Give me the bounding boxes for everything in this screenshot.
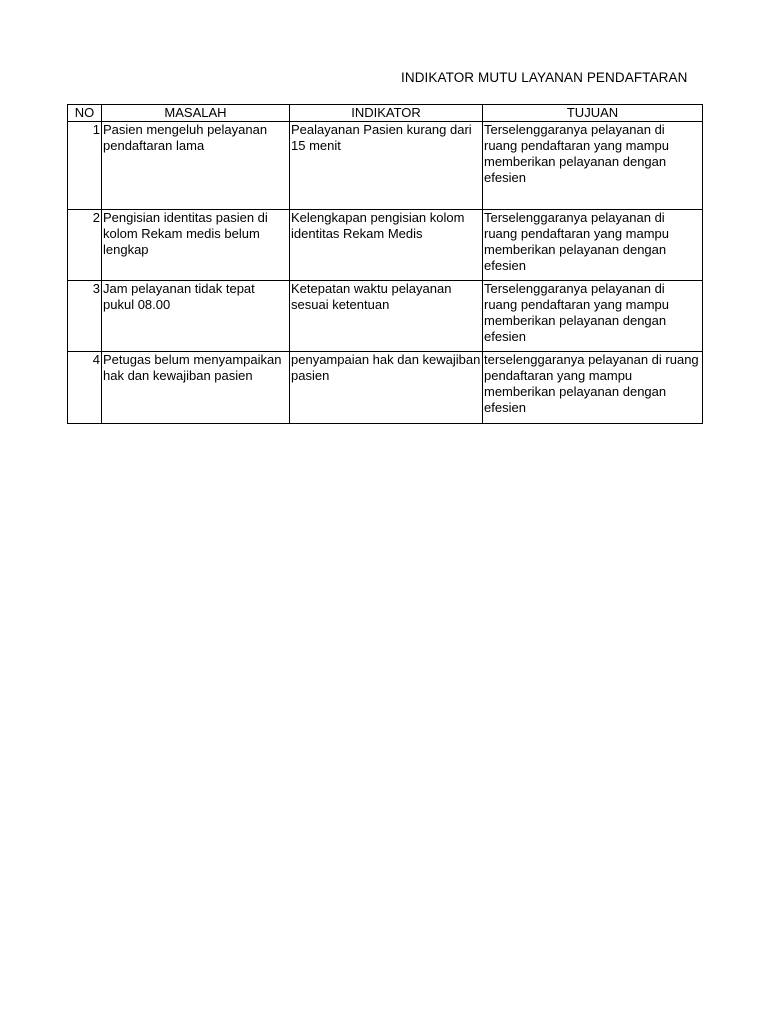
- cell-no: 2: [68, 210, 102, 281]
- header-masalah: MASALAH: [102, 105, 290, 122]
- cell-no: 4: [68, 352, 102, 424]
- cell-no: 3: [68, 281, 102, 352]
- table-row: [68, 210, 703, 281]
- cell-indikator: penyampaian hak dan kewajiban pasien: [290, 352, 483, 424]
- cell-masalah: Petugas belum menyampaikan hak dan kewajiban pasien: [102, 352, 290, 424]
- cell-indikator: Pealayanan Pasien kurang dari 15 menit: [290, 122, 483, 210]
- table-header-row: [68, 105, 703, 122]
- cell-masalah: Pengisian identitas pasien di kolom Rekam medis belum lengkap: [102, 210, 290, 281]
- table-row: [68, 122, 703, 210]
- header-tujuan: TUJUAN: [483, 105, 703, 122]
- cell-tujuan: terselenggaranya pelayanan di ruang pendaftaran yang mampu memberikan pelayanan dengan efesien: [483, 352, 703, 424]
- cell-tujuan: Terselenggaranya pelayanan di ruang pendaftaran yang mampu memberikan pelayanan dengan efesien: [483, 281, 703, 352]
- cell-indikator: Ketepatan waktu pelayanan sesuai ketentuan: [290, 281, 483, 352]
- table-row: [68, 352, 703, 424]
- document-title: INDIKATOR MUTU LAYANAN PENDAFTARAN: [401, 70, 688, 85]
- cell-no: 1: [68, 122, 102, 210]
- cell-indikator: Kelengkapan pengisian kolom identitas Rekam Medis: [290, 210, 483, 281]
- indicator-table: [67, 104, 703, 424]
- header-no: NO: [68, 105, 102, 122]
- cell-masalah: Pasien mengeluh pelayanan pendaftaran lama: [102, 122, 290, 210]
- cell-tujuan: Terselenggaranya pelayanan di ruang pendaftaran yang mampu memberikan pelayanan dengan efesien: [483, 210, 703, 281]
- header-indikator: INDIKATOR: [290, 105, 483, 122]
- table-row: [68, 281, 703, 352]
- cell-masalah: Jam pelayanan tidak tepat pukul 08.00: [102, 281, 290, 352]
- cell-tujuan: Terselenggaranya pelayanan di ruang pendaftaran yang mampu memberikan pelayanan dengan efesien: [483, 122, 703, 210]
